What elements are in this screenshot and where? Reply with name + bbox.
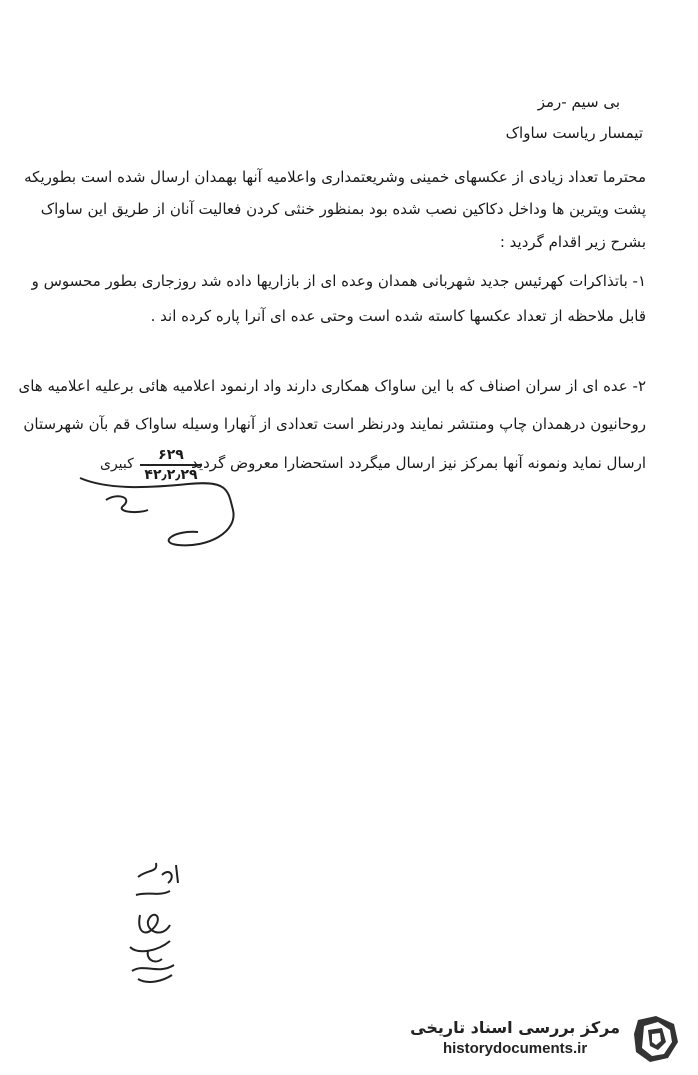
- body-line-7: روحانیون درهمدان چاپ ومنتشر نمایند ودرنظر است تعدادی از آنهارا وسیله ساواک قم بآن شهرستان: [23, 415, 646, 433]
- recipient-line: تیمسار ریاست ساواک: [505, 124, 643, 142]
- body-line-2: پشت ویترین ها وداخل دکاکین نصب شده بود بمنظور خنثی کردن فعالیت آنان از طریق این ساواک: [40, 200, 646, 218]
- reference-date: ۴۲٫۲٫۲۹: [144, 467, 198, 483]
- handwritten-signature: [118, 855, 198, 1005]
- watermark-url: historydocuments.ir: [442, 1040, 588, 1057]
- watermark-logo-icon: [628, 1012, 684, 1068]
- signature-flourish: [78, 470, 243, 555]
- body-line-4: ۱- باتذاکرات کهرئیس جدید شهربانی همدان وعده ای از بازاریها داده شد روزجاری بطور محسوس و: [31, 272, 646, 290]
- body-line-5: قابل ملاحظه از تعداد عکسها کاسته شده است وحتی عده ای آنرا پاره کرده اند .: [150, 307, 646, 325]
- body-line-8: ارسال نماید ونمونه آنها بمرکز نیز ارسال میگردد استحضارا معروض گردید: [191, 454, 646, 472]
- watermark: [410, 1017, 620, 1059]
- body-line-3: بشرح زیر اقدام گردید :: [499, 233, 646, 251]
- reference-number: ۶۲۹: [140, 447, 202, 466]
- signatory-name: کبیری: [100, 456, 134, 472]
- watermark-title: مرکز بررسی اسناد تاریخی: [410, 1018, 620, 1037]
- body-line-6: ۲- عده ای از سران اصناف که با این ساواک همکاری دارند واد ارنمود اعلامیه هائی برعلیه اعلامیه های: [18, 377, 646, 395]
- body-line-1: محترما تعداد زیادی از عکسهای خمینی وشریعتمداری واعلامیه آنها بهمدان ارسال شده است بطوریکه: [24, 168, 646, 186]
- classification-header: بی سیم -رمز: [537, 93, 620, 111]
